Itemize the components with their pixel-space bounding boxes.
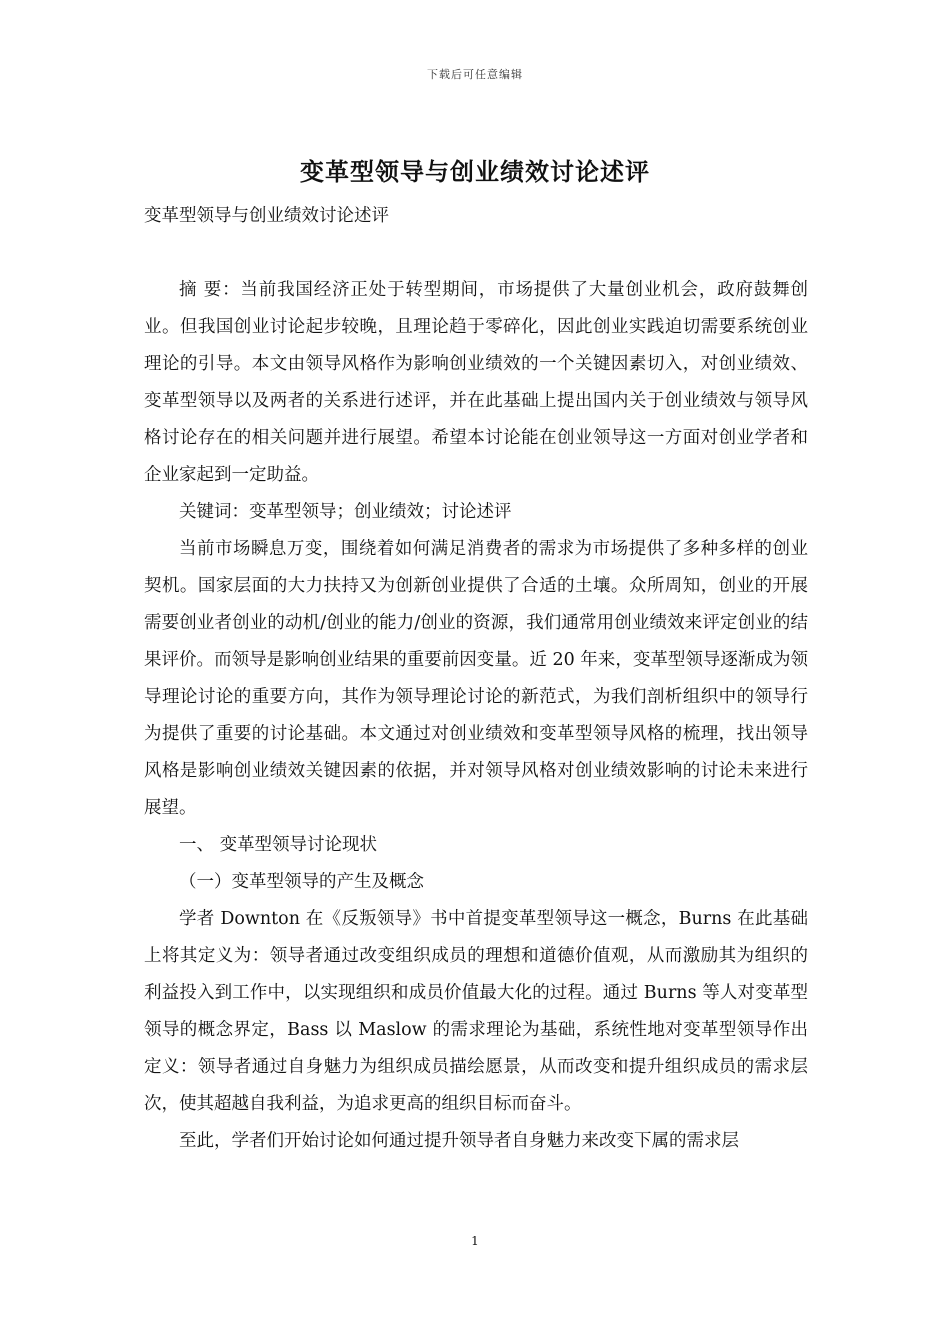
document-title: 变革型领导与创业绩效讨论述评 — [300, 157, 650, 186]
abstract-paragraph: 摘 要：当前我国经济正处于转型期间，市场提供了大量创业机会，政府鼓舞创业。但我国创业讨论起步较晚，且理论趋于零碎化，因此创业实践迫切需要系统创业理论的引导。本文由领导风格作为影响创业绩效的一个关键因素切入，对创业绩效、变革型领导以及两者的关系进行述评，并在此基础上提出国内关于创业绩效与领导风格讨论存在的相关问题并进行展望。希望本讨论能在创业领导这一方面对创业学者和企业家起到一定助益。 — [144, 280, 808, 485]
body-paragraph: 至此，学者们开始讨论如何通过提升领导者自身魅力来改变下属的需求层 — [179, 1131, 739, 1151]
page-number: 1 — [471, 1234, 479, 1248]
document-body — [144, 198, 808, 1160]
subsection-heading: （一）变革型领导的产生及概念 — [179, 872, 424, 892]
section-heading: 一、 变革型领导讨论现状 — [179, 835, 378, 855]
keywords-line: 关键词：变革型领导；创业绩效；讨论述评 — [179, 502, 512, 522]
document-subtitle: 变革型领导与创业绩效讨论述评 — [144, 206, 389, 226]
body-paragraph: 学者 Downton 在《反叛领导》书中首提变革型领导这一概念，Burns 在此基础上将其定义为：领导者通过改变组织成员的理想和道德价值观，从而激励其为组织的利益投入到工作中，以实现组织和成员价值最大化的过程。通过 Burns 等人对变革型领导的概念界定，Bass 以 Maslow 的需求理论为基础，系统性地对变革型领导作出定义：领导者通过自身魅力为组织成员描绘愿景，从而改变和提升组织成员的需求层次，使其超越自我利益，为追求更高的组织目标而奋斗。 — [144, 909, 808, 1114]
intro-paragraph: 当前市场瞬息万变，围绕着如何满足消费者的需求为市场提供了多种多样的创业契机。国家层面的大力扶持又为创新创业提供了合适的土壤。众所周知，创业的开展需要创业者创业的动机/创业的能力/创业的资源，我们通常用创业绩效来评定创业的结果评价。而领导是影响创业结果的重要前因变量。近 20 年来，变革型领导逐渐成为领导理论讨论的重要方向，其作为领导理论讨论的新范式，为我们剖析组织中的领导行为提供了重要的讨论基础。本文通过对创业绩效和变革型领导风格的梳理，找出领导风格是影响创业绩效关键因素的依据，并对领导风格对创业绩效影响的讨论未来进行展望。 — [144, 539, 808, 818]
page-header-note: 下载后可任意编辑 — [427, 68, 523, 81]
